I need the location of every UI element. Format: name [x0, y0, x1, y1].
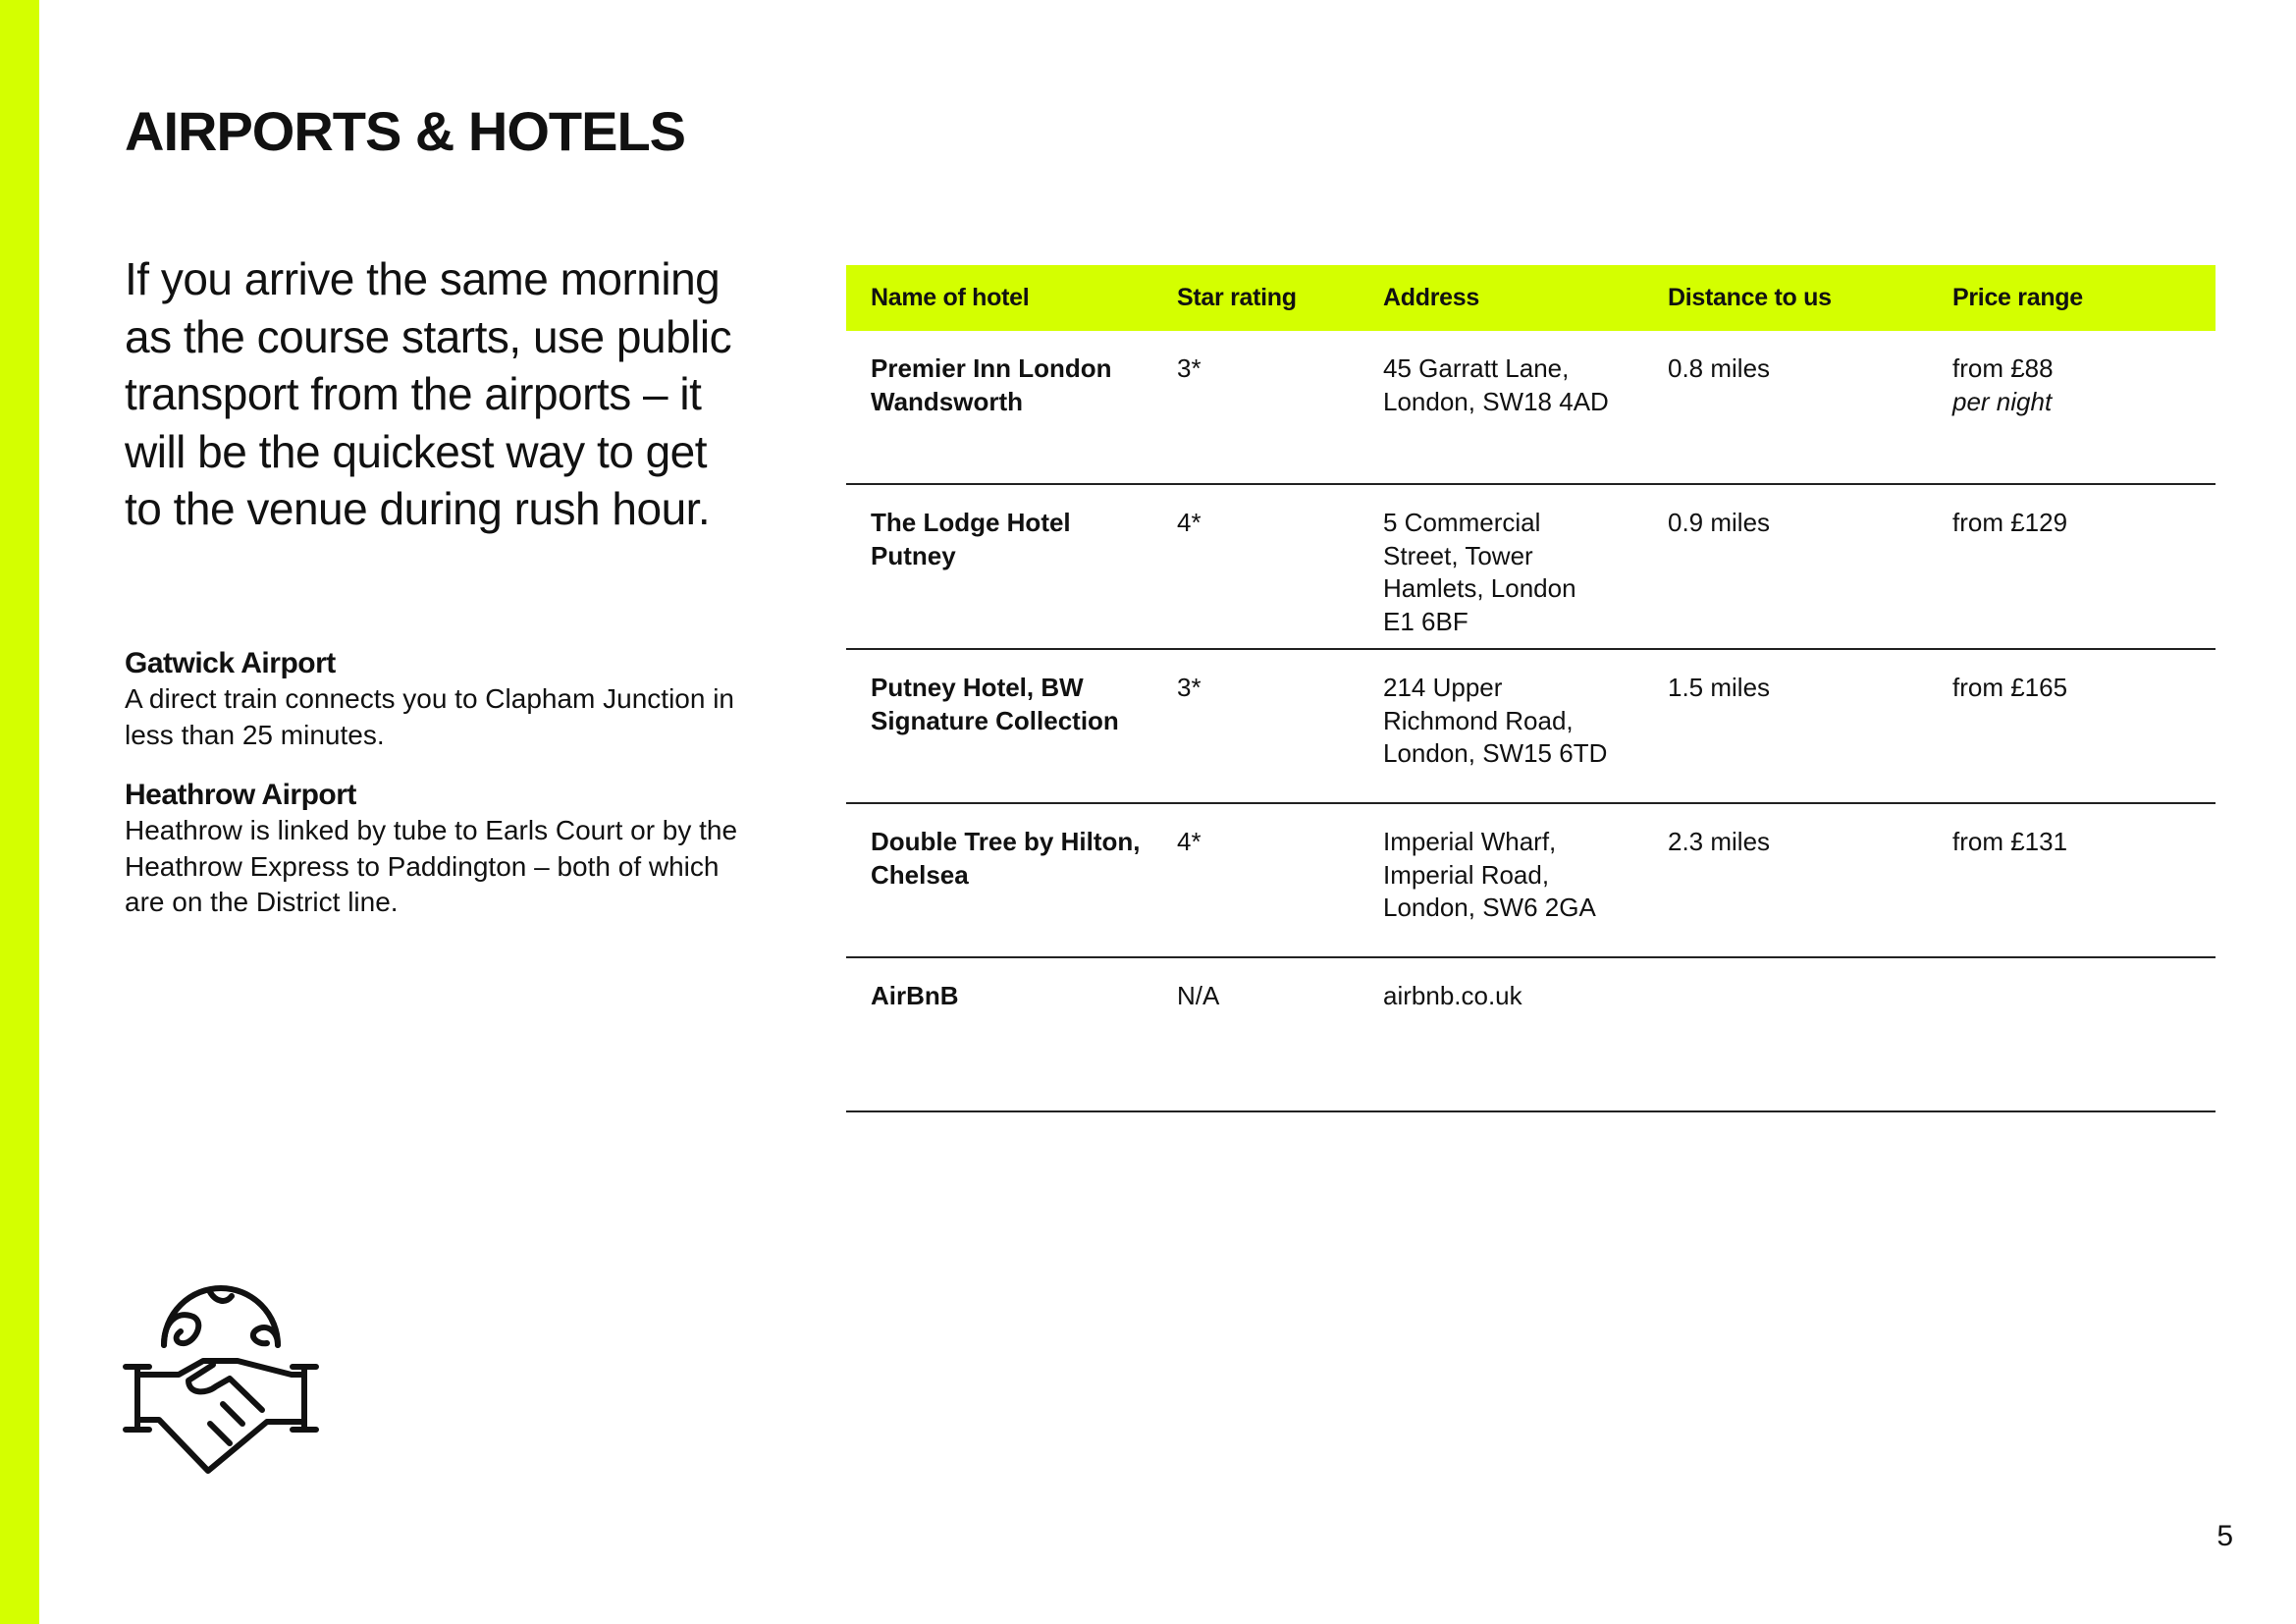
distance: [1643, 980, 1928, 1110]
distance: 0.8 miles: [1668, 353, 1771, 383]
airport-name: Gatwick Airport: [125, 647, 336, 679]
hotel-name: Double Tree by Hilton, Chelsea: [871, 827, 1141, 890]
hotel-table: [846, 265, 2216, 1112]
price-range: [1928, 507, 2216, 648]
table-row: [846, 650, 2216, 804]
page-title: AIRPORTS & HOTELS: [125, 100, 686, 162]
hotel-name: The Lodge Hotel Putney: [871, 508, 1071, 570]
table-row: [846, 331, 2216, 485]
price-range: [1928, 672, 2216, 802]
globe-handshake-icon: [120, 1274, 322, 1481]
price-value: from £129: [1952, 508, 2068, 537]
distance: 2.3 miles: [1668, 827, 1771, 856]
page-number: 5: [2216, 1520, 2233, 1552]
star-rating: N/A: [1177, 981, 1220, 1010]
star-rating: 4*: [1177, 508, 1201, 537]
airport-list: [125, 646, 753, 946]
intro-text: If you arrive the same morning as the course starts, use public transport from the airports – it will be the quickest way to get to the venue during rush hour.: [125, 253, 732, 534]
distance: 0.9 miles: [1668, 508, 1771, 537]
hotel-name: AirBnB: [871, 981, 959, 1010]
price-range: [1928, 980, 2216, 1110]
price-note: per night: [1952, 386, 2053, 416]
price-value: from £131: [1952, 827, 2068, 856]
hotel-address: 214 Upper Richmond Road, London, SW15 6TD: [1383, 673, 1608, 768]
table-row: [846, 485, 2216, 650]
column-header-stars: Star rating: [1177, 284, 1297, 311]
hotel-address: 5 Commercial Street, Tower Hamlets, London E1 6BF: [1383, 508, 1576, 636]
hotel-name: Putney Hotel, BW Signature Collection: [871, 673, 1119, 735]
table-header: [846, 265, 2216, 331]
airport-name: Heathrow Airport: [125, 779, 356, 811]
hotel-address: Imperial Wharf, Imperial Road, London, SW6 2GA: [1383, 827, 1596, 922]
price-range: [1928, 826, 2216, 956]
price-value: from £165: [1952, 673, 2068, 702]
column-header-address: Address: [1383, 284, 1479, 311]
hotel-address: 45 Garratt Lane, London, SW18 4AD: [1383, 353, 1609, 416]
accent-side-bar: [0, 0, 39, 1624]
column-header-distance: Distance to us: [1668, 284, 1832, 311]
star-rating: 4*: [1177, 827, 1201, 856]
column-header-price: Price range: [1952, 284, 2083, 311]
star-rating: 3*: [1177, 673, 1201, 702]
airport-description: A direct train connects you to Clapham Junction in less than 25 minutes.: [125, 683, 735, 750]
table-row: [846, 804, 2216, 958]
hotel-address: airbnb.co.uk: [1383, 981, 1522, 1010]
column-header-name: Name of hotel: [871, 284, 1030, 311]
airport-item: [125, 646, 753, 753]
price-value: from £88: [1952, 353, 2054, 383]
airport-description: Heathrow is linked by tube to Earls Court or by the Heathrow Express to Paddington – both of which are on the District line.: [125, 815, 738, 917]
hotel-name: Premier Inn London Wandsworth: [871, 353, 1112, 416]
table-row: [846, 958, 2216, 1112]
distance: 1.5 miles: [1668, 673, 1771, 702]
airport-item: [125, 778, 753, 921]
star-rating: 3*: [1177, 353, 1201, 383]
price-range: [1928, 352, 2216, 483]
